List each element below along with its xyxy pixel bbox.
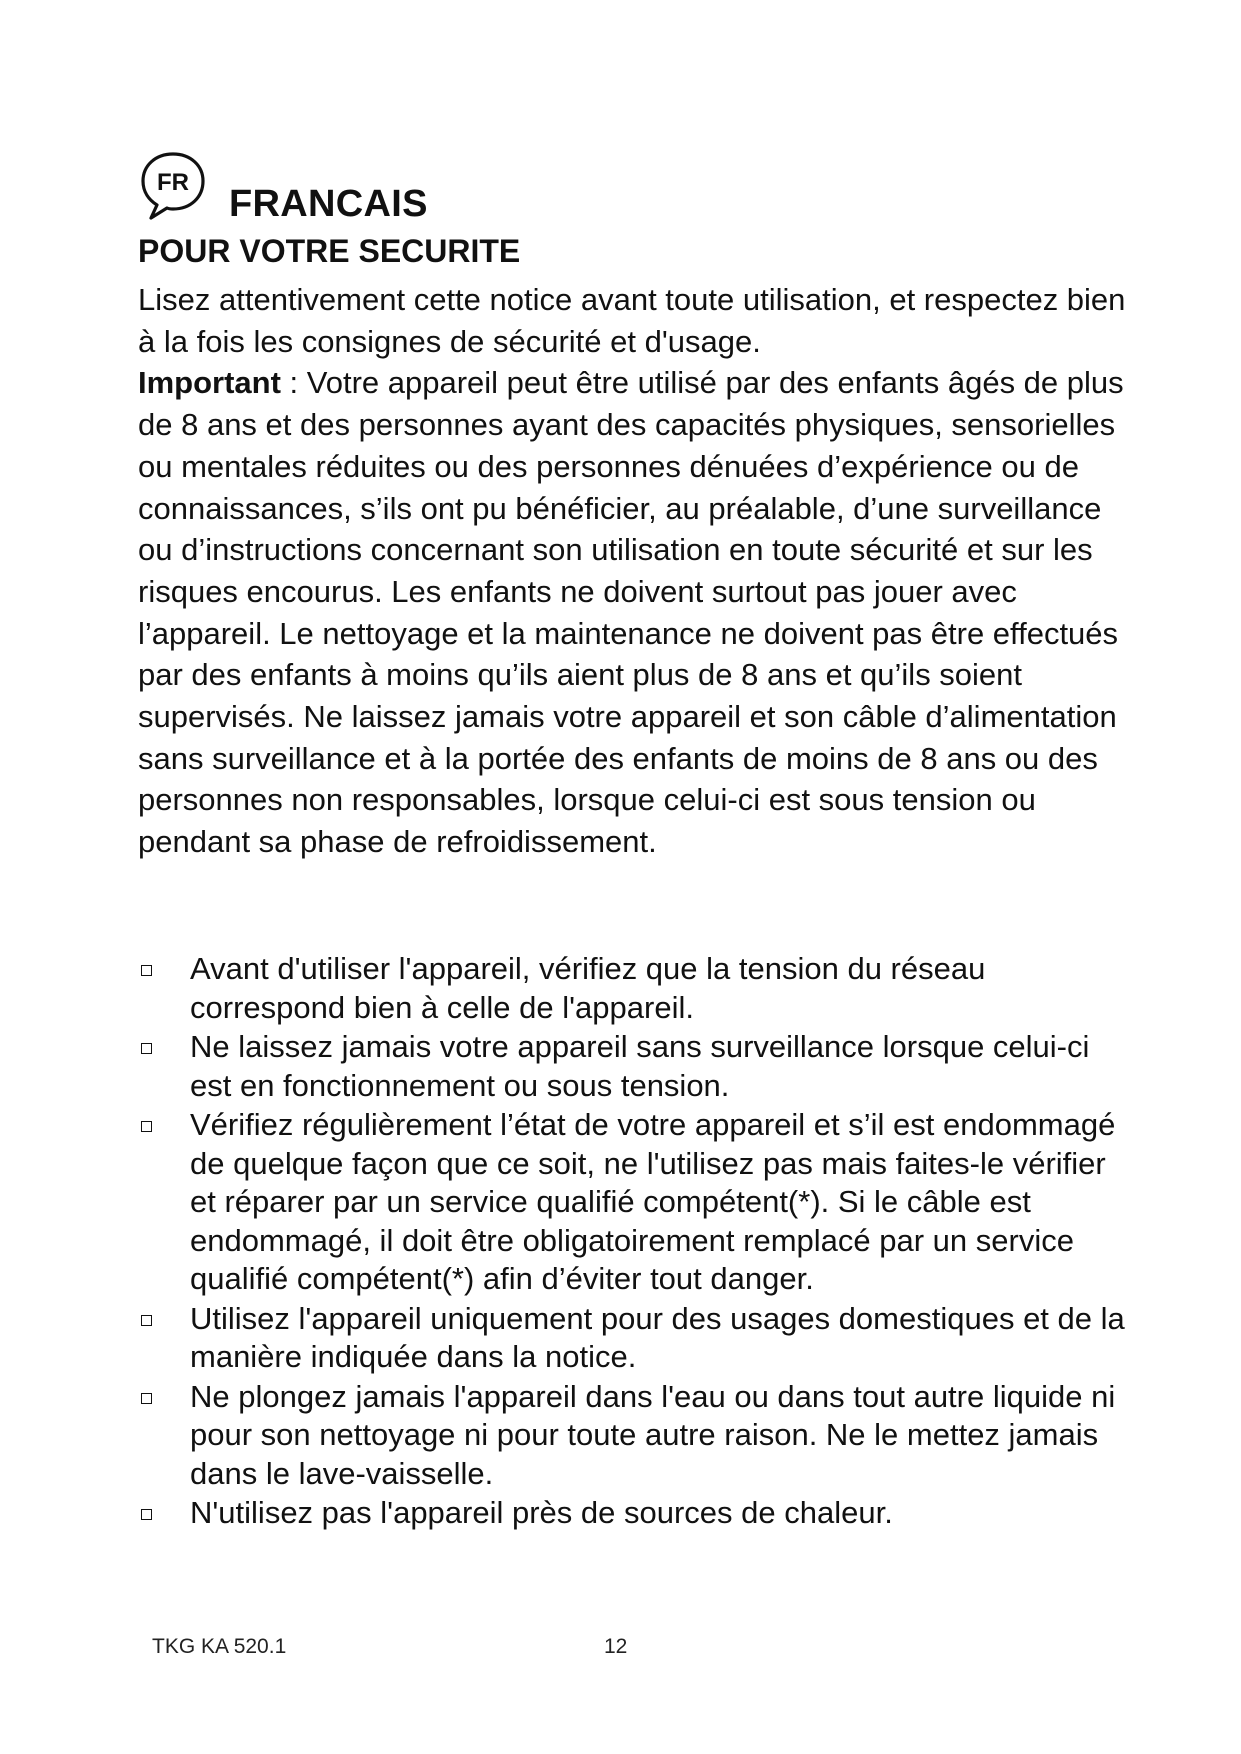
list-item-text: Vérifiez régulièrement l’état de votre appareil et s’il est endommagé de quelque façon que ce soit, ne l'utilisez pas mais faites-le vérifier et réparer par un service qualifié compétent(*). Si le câble est endommagé, il doit être obligatoirement remplacé par un service qualifié compétent(*) afin d’éviter tout danger. <box>190 1107 1116 1296</box>
list-item <box>138 1028 1138 1105</box>
checkbox-bullet-icon <box>141 1121 152 1132</box>
language-title: FRANCAIS <box>229 183 428 225</box>
list-item-text: Ne laissez jamais votre appareil sans surveillance lorsque celui-ci est en fonctionnement ou sous tension. <box>190 1029 1090 1103</box>
safety-bullet-list <box>138 950 1138 1534</box>
intro-paragraph: Lisez attentivement cette notice avant toute utilisation, et respectez bien à la fois les consignes de sécurité et d'usage. <box>138 282 1126 359</box>
checkbox-bullet-icon <box>141 1509 152 1520</box>
badge-text: FR <box>157 169 189 196</box>
important-paragraph <box>138 362 1138 862</box>
checkbox-bullet-icon <box>141 965 152 976</box>
list-item-text: N'utilisez pas l'appareil près de sources de chaleur. <box>190 1495 893 1530</box>
french-language-badge-icon <box>135 148 211 224</box>
footer-model-number: TKG KA 520.1 <box>152 1635 287 1658</box>
list-item-text: Avant d'utiliser l'appareil, vérifiez que la tension du réseau correspond bien à celle de l'appareil. <box>190 951 986 1025</box>
list-item <box>138 1300 1138 1377</box>
checkbox-bullet-icon <box>141 1315 152 1326</box>
list-item-text: Ne plongez jamais l'appareil dans l'eau ou dans tout autre liquide ni pour son nettoyage ni pour toute autre raison. Ne le mettez jamais dans le lave-vaisselle. <box>190 1378 1116 1491</box>
important-label: Important <box>138 365 281 401</box>
safety-intro <box>138 279 1138 863</box>
list-item <box>138 950 1138 1027</box>
important-text: : Votre appareil peut être utilisé par des enfants âgés de plus de 8 ans et des personnes ayant des capacités physiques, sensorielles ou mentales réduites ou des personnes dénuées d’expérience ou de connaissances, s’ils ont pu bénéficier, au préalable, d’une surveillance ou d’instructions concernant son utilisation en toute sécurité et sur les risques encourus. Les enfants ne doivent surtout pas jouer avec l’appareil. Le nettoyage et la maintenance ne doivent pas être effectués par des enfants à moins qu’ils aient plus de 8 ans et qu’ils soient supervisés. Ne laissez jamais votre appareil et son câble d’alimentation sans surveillance et à la portée des enfants de moins de 8 ans ou des personnes non responsables, lorsque celui-ci est sous tension ou pendant sa phase de refroidissement. <box>138 365 1124 860</box>
list-item <box>138 1494 1138 1533</box>
footer-page-number: 12 <box>604 1635 628 1658</box>
list-item <box>138 1106 1138 1299</box>
list-item-text: Utilisez l'appareil uniquement pour des usages domestiques et de la manière indiquée dans la notice. <box>190 1300 1125 1374</box>
checkbox-bullet-icon <box>141 1393 152 1404</box>
list-item <box>138 1378 1138 1494</box>
section-title: POUR VOTRE SECURITE <box>138 233 521 269</box>
checkbox-bullet-icon <box>141 1043 152 1054</box>
